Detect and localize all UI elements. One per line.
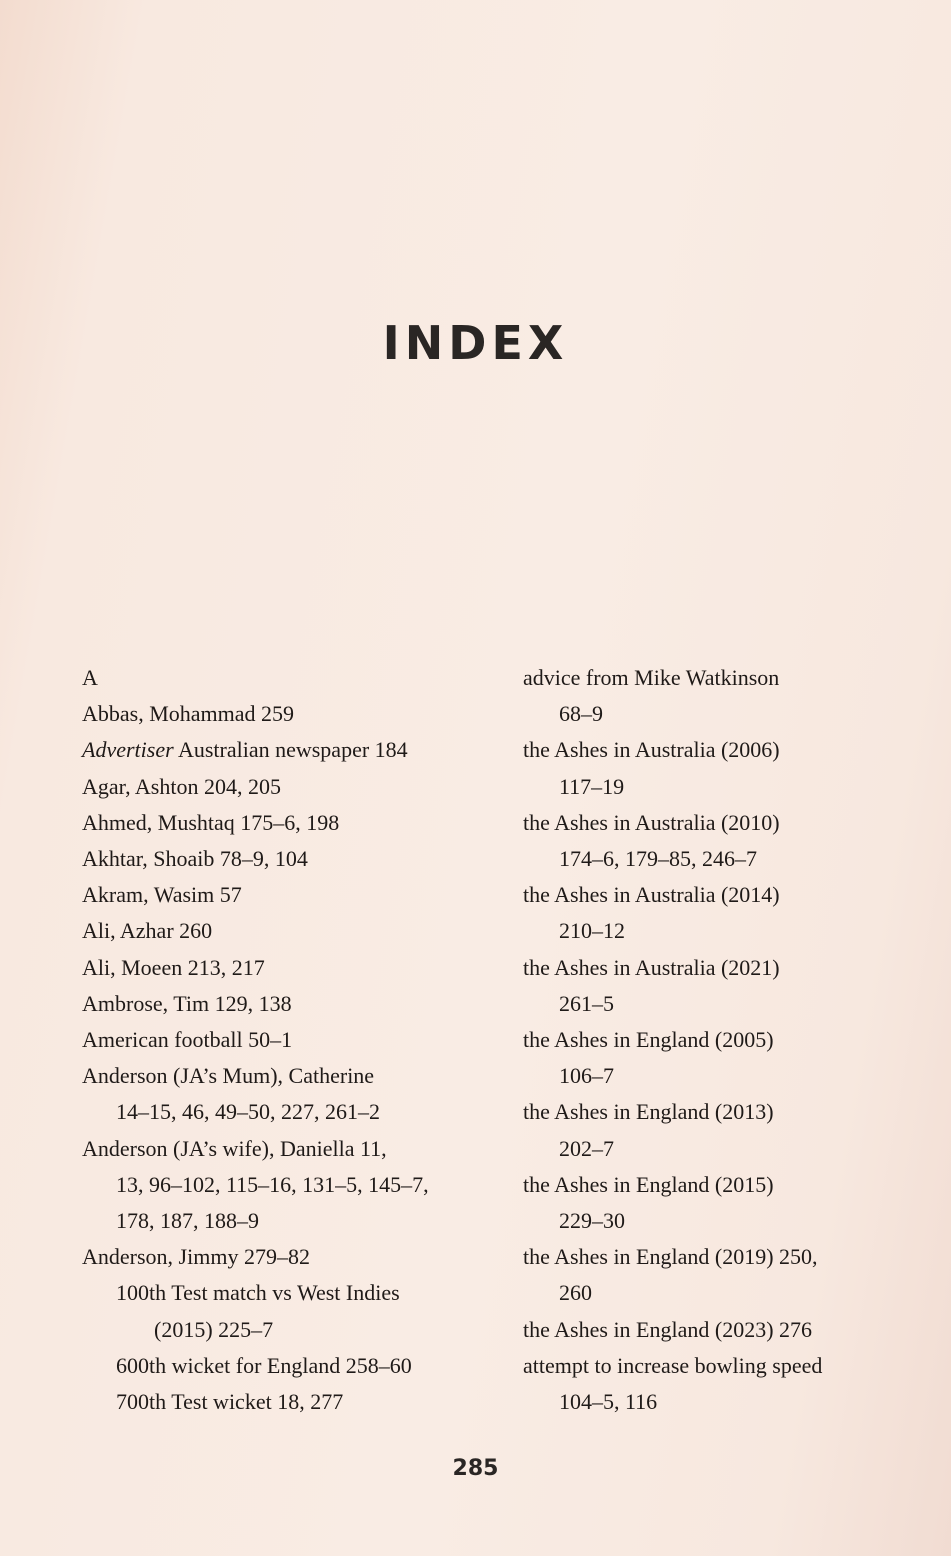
index-entry: Agar, Ashton 204, 205: [82, 773, 281, 799]
index-subentry-continued: 68–9: [559, 701, 603, 727]
index-entry: [82, 732, 482, 768]
index-column-left: [82, 660, 482, 1420]
index-subentry-continued: 210–12: [559, 918, 625, 944]
index-subentry: the Ashes in Australia (2021): [523, 954, 780, 980]
index-entry: Ambrose, Tim 129, 138: [82, 990, 292, 1016]
index-entry: Ahmed, Mushtaq 175–6, 198: [82, 809, 340, 835]
index-entry: Anderson (JA’s wife), Daniella 11,: [82, 1135, 387, 1161]
index-subentry-continued: 229–30: [559, 1208, 625, 1234]
index-subentry: the Ashes in Australia (2006): [523, 737, 780, 763]
index-subentry-continued: 202–7: [559, 1135, 614, 1161]
index-subentry: attempt to increase bowling speed: [523, 1352, 823, 1378]
index-column-right: [523, 660, 923, 1420]
index-subentry: 700th Test wicket 18, 277: [116, 1389, 344, 1415]
index-subentry: the Ashes in England (2005): [523, 1027, 774, 1053]
index-subentry: 600th wicket for England 258–60: [116, 1352, 412, 1378]
index-subentry: the Ashes in England (2013): [523, 1099, 774, 1125]
index-entry: Anderson, Jimmy 279–82: [82, 1244, 310, 1270]
index-subentry-continued: 104–5, 116: [559, 1389, 658, 1415]
index-entry-continued: 14–15, 46, 49–50, 227, 261–2: [116, 1099, 380, 1125]
index-subentry: the Ashes in England (2019) 250,: [523, 1244, 818, 1270]
index-subentry-continued: 117–19: [559, 773, 625, 799]
index-subentry-continued: 260: [559, 1280, 592, 1306]
index-entry: Akhtar, Shoaib 78–9, 104: [82, 846, 308, 872]
index-subentry: the Ashes in Australia (2014): [523, 882, 780, 908]
index-entry: Abbas, Mohammad 259: [82, 701, 295, 727]
publication-title: Advertiser: [82, 737, 174, 763]
index-entry: American football 50–1: [82, 1027, 293, 1053]
page-title: INDEX: [382, 316, 569, 370]
index-subentry: 100th Test match vs West Indies: [116, 1280, 400, 1306]
index-entry: Akram, Wasim 57: [82, 882, 242, 908]
section-letter: A: [82, 665, 98, 690]
index-subentry-continued: 261–5: [559, 990, 614, 1016]
index-entry-continued: 13, 96–102, 115–16, 131–5, 145–7,: [116, 1171, 429, 1197]
index-subentry: the Ashes in England (2015): [523, 1171, 774, 1197]
index-subentry-continued: 174–6, 179–85, 246–7: [559, 846, 757, 872]
index-entry-continued: 178, 187, 188–9: [116, 1208, 259, 1234]
index-entry: Anderson (JA’s Mum), Catherine: [82, 1063, 375, 1089]
index-subentry: the Ashes in Australia (2010): [523, 809, 780, 835]
index-subentry-continued: (2015) 225–7: [154, 1316, 274, 1342]
entry-text: Australian newspaper 184: [173, 737, 408, 763]
index-subentry-continued: 106–7: [559, 1063, 614, 1089]
index-subentry: advice from Mike Watkinson: [523, 665, 780, 690]
page-number: 285: [452, 1456, 499, 1481]
index-entry: Ali, Moeen 213, 217: [82, 954, 265, 980]
index-entry: Ali, Azhar 260: [82, 918, 213, 944]
index-subentry: the Ashes in England (2023) 276: [523, 1316, 813, 1342]
